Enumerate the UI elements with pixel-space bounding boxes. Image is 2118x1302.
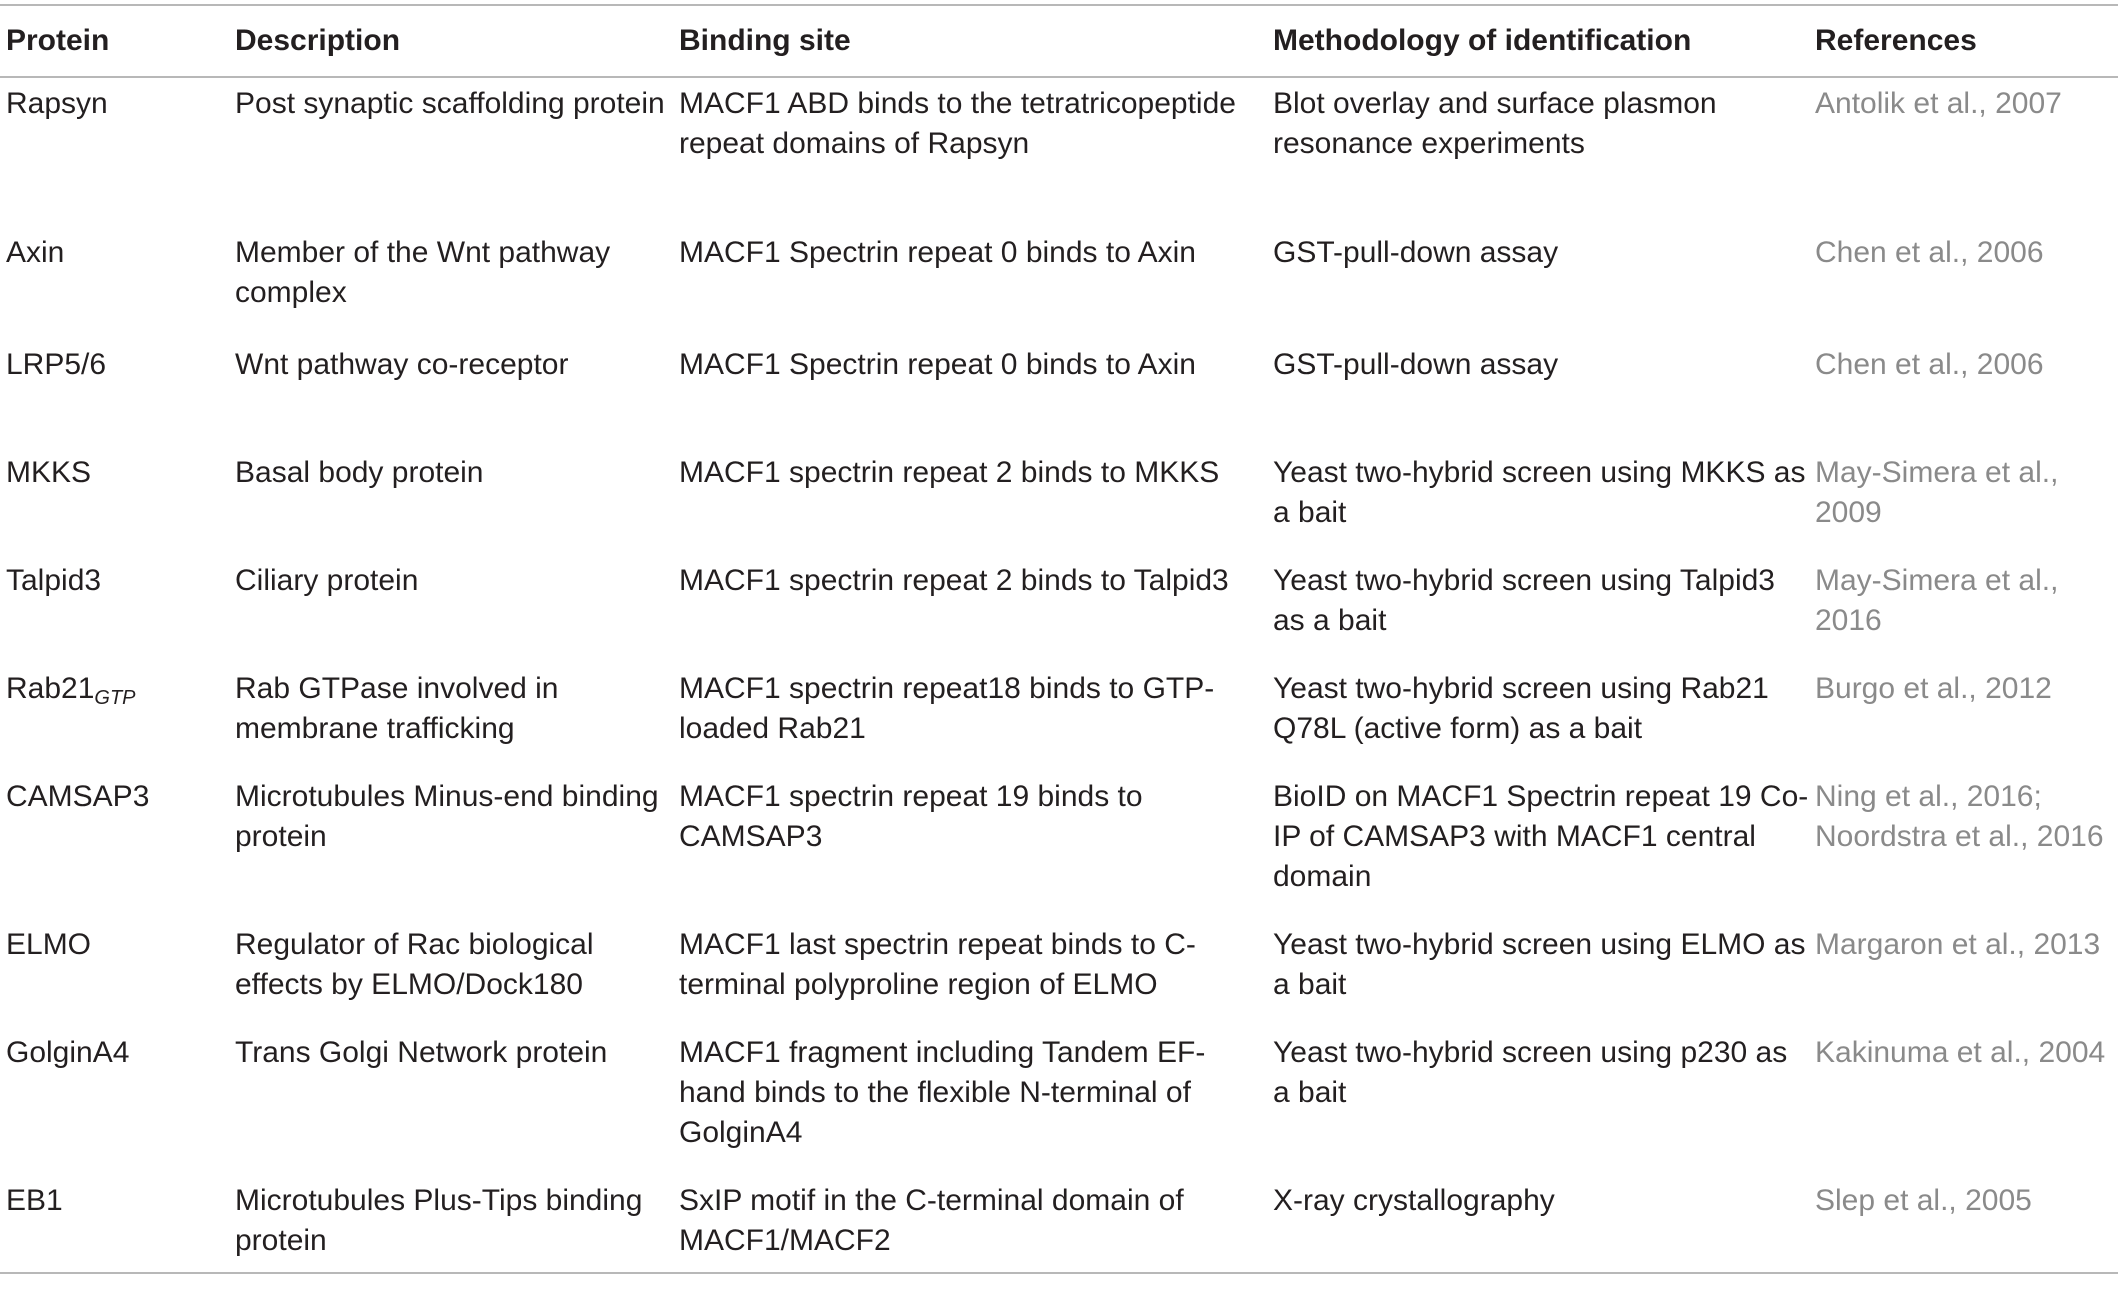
protein-name: LRP5/6	[6, 348, 107, 381]
header-methodology: Methodology of identification	[1273, 24, 1692, 57]
cell-references	[1809, 663, 2118, 771]
cell-binding-site: MACF1 Spectrin repeat 0 binds to Axin	[679, 236, 1196, 269]
cell-description: Trans Golgi Network protein	[235, 1036, 608, 1069]
reference-link[interactable]: Slep et al., 2005	[1815, 1184, 2032, 1217]
cell-binding-site: MACF1 spectrin repeat 19 binds to CAMSAP3	[679, 780, 1143, 853]
cell-references	[1809, 447, 2118, 555]
cell-description: Regulator of Rac biological effects by ELMO/Dock180	[235, 928, 594, 1001]
table-row	[0, 663, 2118, 771]
cell-methodology: Yeast two-hybrid screen using MKKS as a bait	[1273, 456, 1806, 529]
cell-description: Rab GTPase involved in membrane trafficking	[235, 672, 559, 745]
cell-binding-site: MACF1 last spectrin repeat binds to C-terminal polyproline region of ELMO	[679, 928, 1196, 1001]
cell-methodology: Yeast two-hybrid screen using Rab21 Q78L (active form) as a bait	[1273, 672, 1769, 745]
cell-description: Microtubules Plus-Tips binding protein	[235, 1184, 643, 1257]
cell-binding-site: MACF1 spectrin repeat 2 binds to Talpid3	[679, 564, 1229, 597]
cell-methodology: Blot overlay and surface plasmon resonance experiments	[1273, 87, 1717, 160]
table-row	[0, 1175, 2118, 1273]
cell-references	[1809, 919, 2118, 1027]
cell-description: Microtubules Minus-end binding protein	[235, 780, 659, 853]
reference-link[interactable]: Chen et al., 2006	[1815, 348, 2044, 381]
protein-subscript: GTP	[94, 687, 136, 709]
reference-link[interactable]: Margaron et al., 2013	[1815, 928, 2101, 961]
header-protein: Protein	[6, 24, 110, 57]
cell-references	[1809, 1175, 2118, 1273]
cell-protein	[0, 919, 229, 1027]
table-row	[0, 339, 2118, 447]
cell-binding-site: MACF1 spectrin repeat 2 binds to MKKS	[679, 456, 1220, 489]
protein-interaction-table	[0, 4, 2118, 1274]
reference-link[interactable]: Antolik et al., 2007	[1815, 87, 2062, 120]
protein-name: MKKS	[6, 456, 92, 489]
cell-references	[1809, 339, 2118, 447]
table-row	[0, 447, 2118, 555]
table-body	[0, 77, 2118, 1273]
protein-name: Rab21	[6, 672, 95, 705]
cell-methodology: GST-pull-down assay	[1273, 348, 1559, 381]
cell-protein	[0, 663, 229, 771]
cell-references	[1809, 555, 2118, 663]
table-row	[0, 227, 2118, 339]
cell-methodology: GST-pull-down assay	[1273, 236, 1559, 269]
cell-methodology: BioID on MACF1 Spectrin repeat 19 Co-IP of CAMSAP3 with MACF1 central domain	[1273, 780, 1809, 893]
cell-methodology: X-ray crystallography	[1273, 1184, 1555, 1217]
table-row	[0, 77, 2118, 227]
cell-binding-site: MACF1 ABD binds to the tetratricopeptide repeat domains of Rapsyn	[679, 87, 1236, 160]
cell-references	[1809, 77, 2118, 227]
header-references: References	[1815, 24, 1977, 57]
protein-name: EB1	[6, 1184, 63, 1217]
cell-references	[1809, 771, 2118, 919]
cell-methodology: Yeast two-hybrid screen using Talpid3 as a bait	[1273, 564, 1775, 637]
table-row	[0, 555, 2118, 663]
reference-link[interactable]: Noordstra et al., 2016	[1815, 820, 2104, 853]
cell-binding-site: SxIP motif in the C-terminal domain of MACF1/MACF2	[679, 1184, 1184, 1257]
cell-binding-site: MACF1 spectrin repeat18 binds to GTP-loaded Rab21	[679, 672, 1215, 745]
cell-references	[1809, 227, 2118, 339]
protein-name: ELMO	[6, 928, 92, 961]
cell-protein	[0, 1175, 229, 1273]
cell-references	[1809, 1027, 2118, 1175]
cell-protein	[0, 77, 229, 227]
reference-link[interactable]: Kakinuma et al., 2004	[1815, 1036, 2106, 1069]
cell-description: Post synaptic scaffolding protein	[235, 87, 665, 120]
cell-protein	[0, 1027, 229, 1175]
header-description: Description	[235, 24, 401, 57]
cell-methodology: Yeast two-hybrid screen using p230 as a bait	[1273, 1036, 1788, 1109]
cell-description: Ciliary protein	[235, 564, 419, 597]
cell-binding-site: MACF1 Spectrin repeat 0 binds to Axin	[679, 348, 1196, 381]
protein-name: CAMSAP3	[6, 780, 150, 813]
protein-name: GolginA4	[6, 1036, 130, 1069]
cell-protein	[0, 555, 229, 663]
header-binding-site: Binding site	[679, 24, 851, 57]
table-row	[0, 919, 2118, 1027]
protein-name: Talpid3	[6, 564, 102, 597]
reference-link[interactable]: Ning et al., 2016;	[1815, 780, 2042, 813]
reference-link[interactable]: May-Simera et al., 2009	[1815, 456, 2059, 529]
cell-protein	[0, 447, 229, 555]
cell-description: Member of the Wnt pathway complex	[235, 236, 611, 309]
table-row	[0, 771, 2118, 919]
table-row	[0, 1027, 2118, 1175]
cell-protein	[0, 339, 229, 447]
protein-name: Axin	[6, 236, 65, 269]
protein-name: Rapsyn	[6, 87, 108, 120]
cell-description: Basal body protein	[235, 456, 484, 489]
cell-methodology: Yeast two-hybrid screen using ELMO as a bait	[1273, 928, 1806, 1001]
cell-binding-site: MACF1 fragment including Tandem EF-hand binds to the flexible N-terminal of GolginA4	[679, 1036, 1206, 1149]
cell-protein	[0, 227, 229, 339]
reference-link[interactable]: May-Simera et al., 2016	[1815, 564, 2059, 637]
cell-protein	[0, 771, 229, 919]
reference-link[interactable]: Chen et al., 2006	[1815, 236, 2044, 269]
header-row	[0, 5, 2118, 77]
reference-link[interactable]: Burgo et al., 2012	[1815, 672, 2052, 705]
cell-description: Wnt pathway co-receptor	[235, 348, 569, 381]
